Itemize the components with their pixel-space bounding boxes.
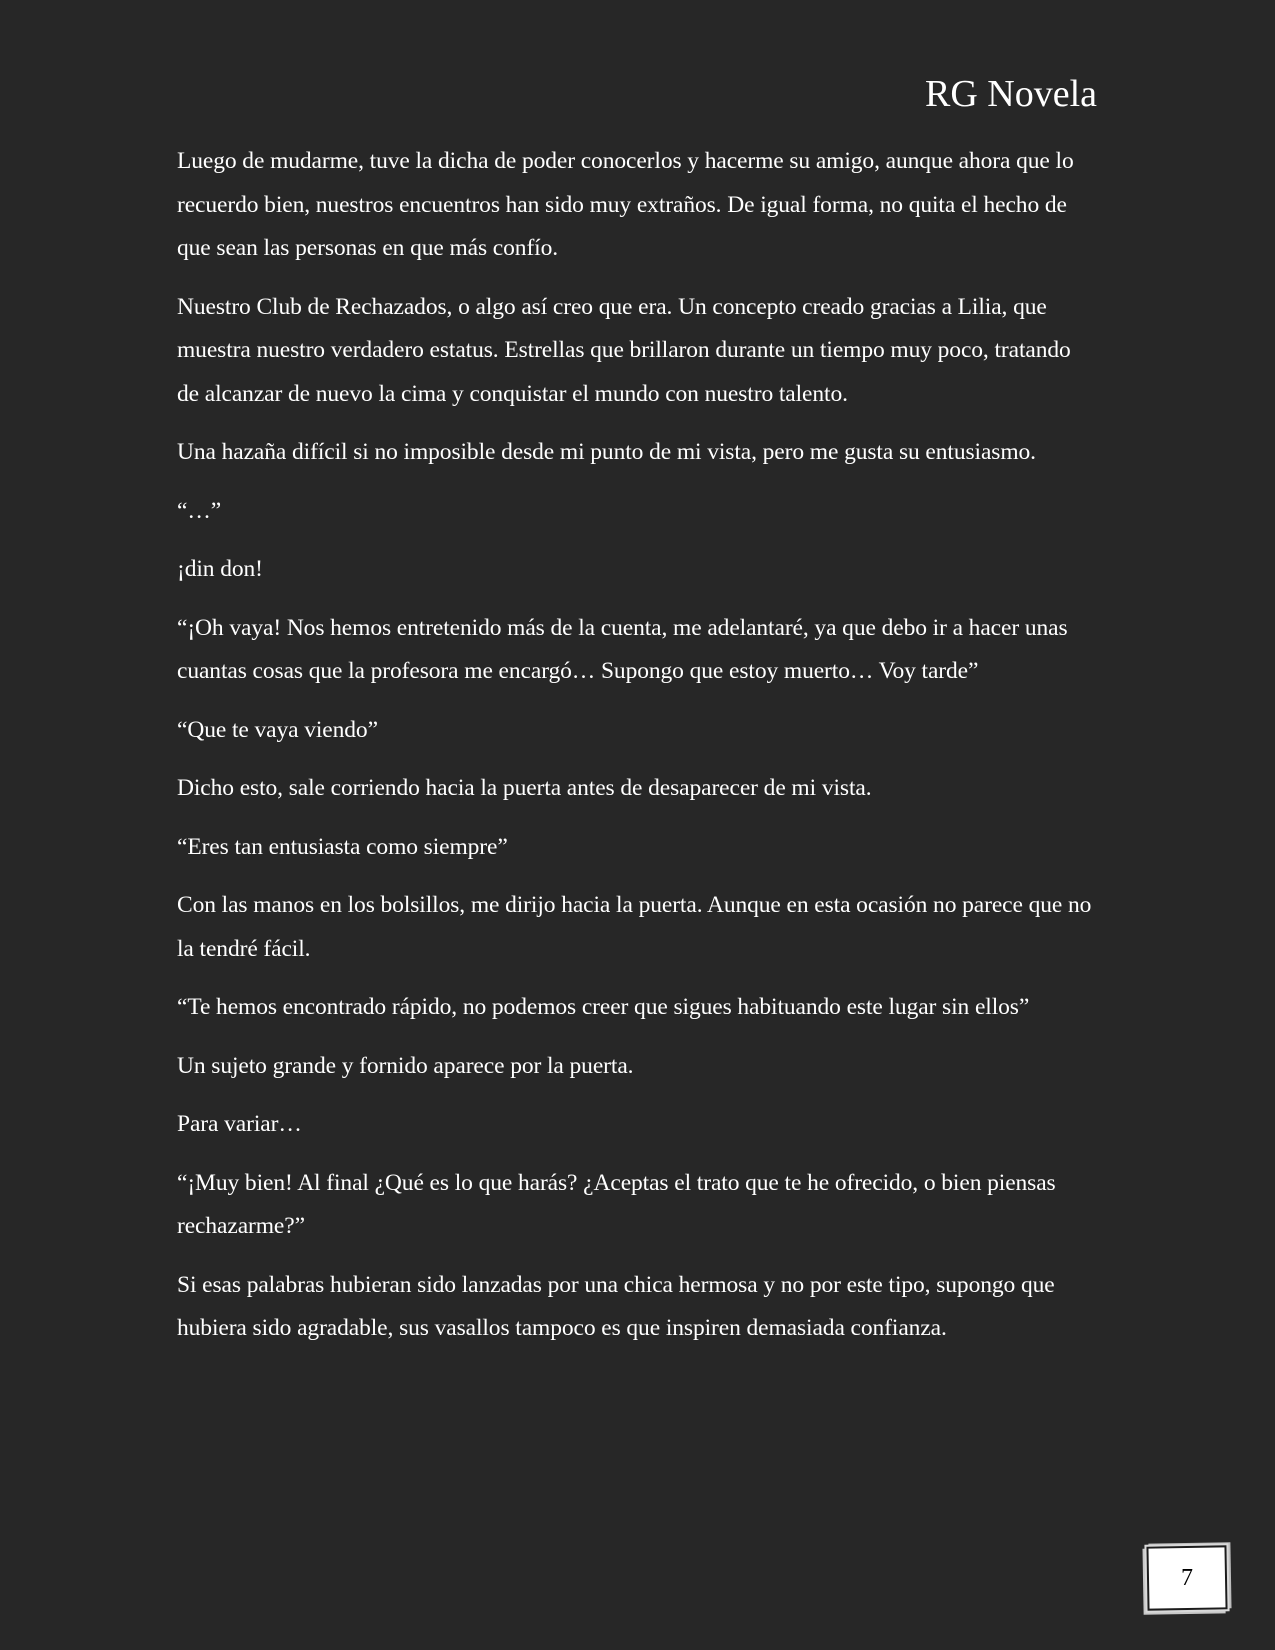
paragraph: “…” (177, 497, 222, 524)
paragraph: “Eres tan entusiasta como siempre” (177, 833, 508, 860)
paragraph: Para variar… (177, 1111, 302, 1137)
paragraph: ¡din don! (177, 556, 263, 582)
paragraph: “Que te vaya viendo” (177, 716, 378, 743)
page-number: 7 (1181, 1564, 1193, 1591)
paragraph: Dicho esto, sale corriendo hacia la puerta antes de desaparecer de mi vista. (177, 775, 872, 801)
paragraph: “¡Oh vaya! Nos hemos entretenido más de la cuenta, me adelantaré, ya que debo ir a hacer unas cuantas cosas que la profesora me encargó… Supongo que estoy muerto… Voy tarde” (177, 614, 1068, 684)
paragraph: Si esas palabras hubieran sido lanzadas por una chica hermosa y no por este tipo, supongo que hubiera sido agradable, sus vasallos tampoco es que inspiren demasiada confianza. (177, 1271, 1055, 1341)
document-body (177, 140, 1097, 1366)
paragraph: Un sujeto grande y fornido aparece por la puerta. (177, 1052, 634, 1079)
page-number-frame (1146, 1545, 1227, 1610)
paragraph: Con las manos en los bolsillos, me dirijo hacia la puerta. Aunque en esta ocasión no parece que no la tendré fácil. (177, 892, 1092, 962)
paragraph: Luego de mudarme, tuve la dicha de poder conocerlos y hacerme su amigo, aunque ahora que lo recuerdo bien, nuestros encuentros han sido muy extraños. De igual forma, no quita el hecho de que sean las personas en que más confío. (177, 148, 1074, 261)
paragraph: “¡Muy bien! Al final ¿Qué es lo que harás? ¿Aceptas el trato que te he ofrecido, o bien piensas rechazarme?” (177, 1169, 1056, 1239)
paragraph: “Te hemos encontrado rápido, no podemos creer que sigues habituando este lugar sin ellos” (177, 994, 1030, 1020)
page-header-title: RG Novela (924, 73, 1097, 115)
paragraph: Nuestro Club de Rechazados, o algo así creo que era. Un concepto creado gracias a Lilia, que muestra nuestro verdadero estatus. Estrellas que brillaron durante un tiempo muy poco, tratando de alcanzar de nuevo la cima y conquistar el mundo con nuestro talento. (177, 293, 1071, 407)
paragraph: Una hazaña difícil si no imposible desde mi punto de mi vista, pero me gusta su entusiasmo. (177, 439, 1036, 465)
